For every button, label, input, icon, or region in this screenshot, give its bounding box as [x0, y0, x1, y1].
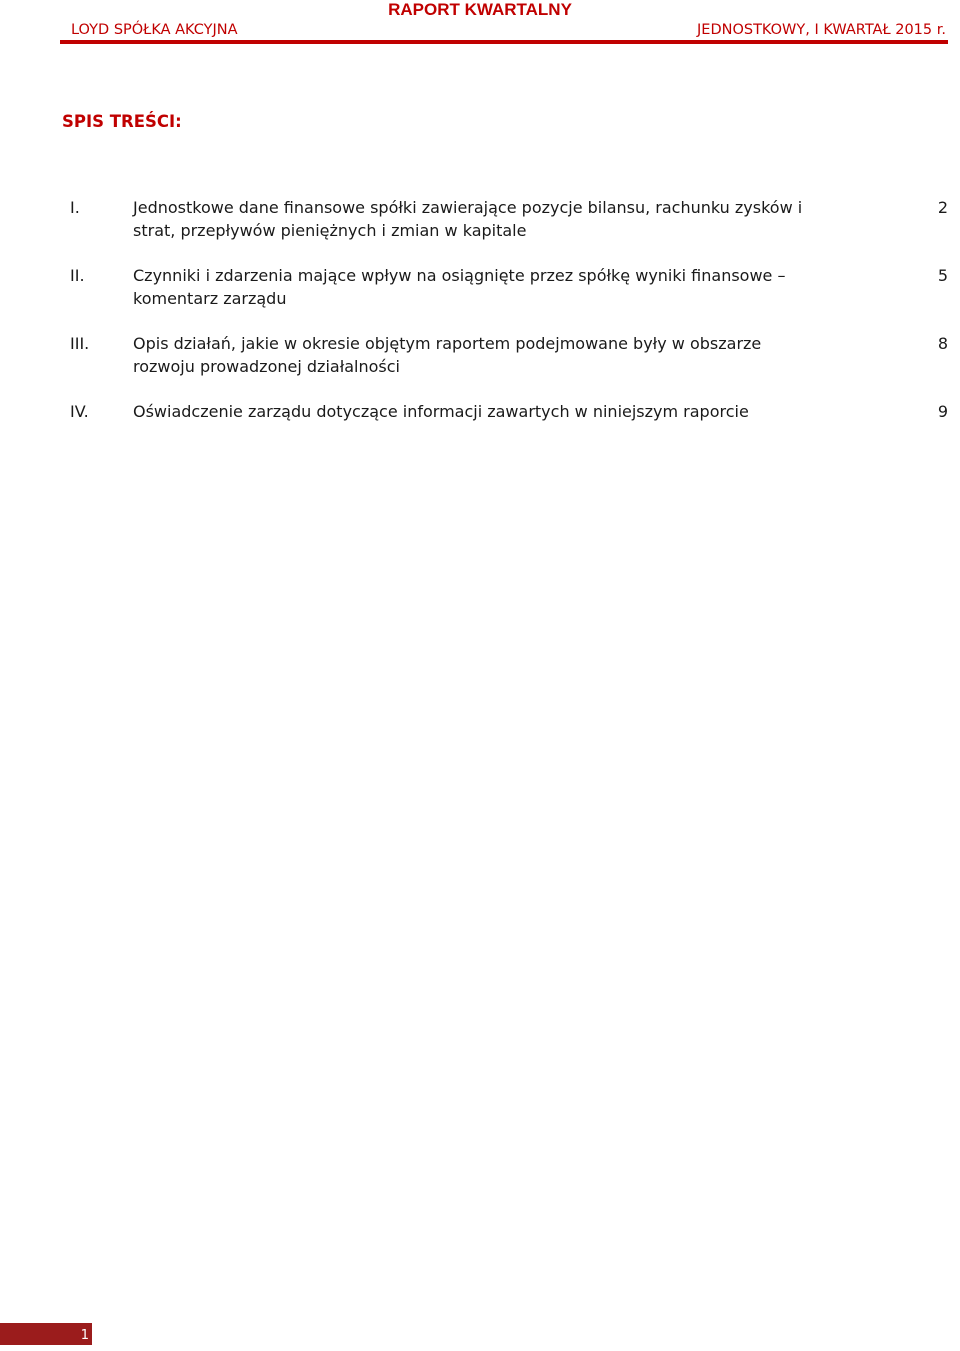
- toc-entry-title: [133, 197, 833, 242]
- toc-entry-title: [133, 333, 833, 378]
- toc-entry-title: [133, 401, 833, 424]
- toc-entry-title: [133, 265, 833, 310]
- toc-entry-page: 8: [937, 334, 948, 353]
- company-name: LOYD SPÓŁKA AKCYJNA: [71, 22, 238, 38]
- toc-entry-line: Opis działań, jakie w okresie objętym raportem podejmowane były w obszarze: [133, 334, 762, 353]
- toc-entry-page: 5: [937, 266, 948, 285]
- toc-entry-line: rozwoju prowadzonej działalności: [133, 356, 400, 376]
- toc-entry-page: 2: [937, 198, 948, 217]
- toc-entry-number: II.: [70, 266, 85, 285]
- page-number-box: [0, 1323, 92, 1345]
- toc-entry-page: 9: [937, 402, 948, 421]
- toc-entry-line: Jednostkowe dane finansowe spółki zawierające pozycje bilansu, rachunku zysków i: [133, 198, 803, 217]
- toc-entry-line: Czynniki i zdarzenia mające wpływ na osiągnięte przez spółkę wyniki finansowe –: [133, 266, 786, 285]
- toc-entry-line: komentarz zarządu: [133, 288, 287, 308]
- toc-heading: SPIS TREŚCI:: [62, 112, 182, 131]
- toc-entry-line: strat, przepływów pieniężnych i zmian w kapitale: [133, 220, 527, 240]
- toc-entry-line: Oświadczenie zarządu dotyczące informacji zawartych w niniejszym raporcie: [133, 402, 749, 421]
- toc-entry-number: IV.: [70, 402, 89, 421]
- toc-entry-number: I.: [70, 198, 80, 217]
- header-divider: [60, 40, 948, 44]
- toc-entry-number: III.: [70, 334, 90, 353]
- report-period: JEDNOSTKOWY, I KWARTAŁ 2015 r.: [697, 22, 946, 38]
- page-number: 1: [80, 1328, 89, 1343]
- report-title: RAPORT KWARTALNY: [388, 0, 572, 19]
